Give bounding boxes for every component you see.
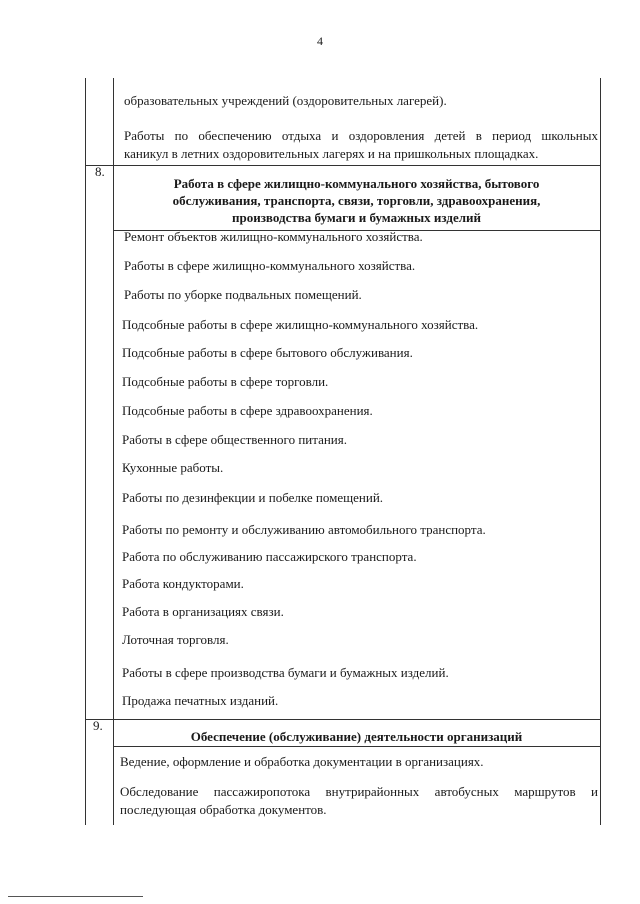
section-9-heading: Обеспечение (обслуживание) деятельности организаций: [190, 729, 523, 744]
section-8-number: 8.: [95, 164, 105, 179]
list-item: Работа по обслуживанию пассажирского транспорта.: [122, 549, 417, 564]
section-9-number: 9.: [93, 718, 103, 733]
continuation-text: образовательных учреждений (оздоровительных лагерей).: [124, 93, 447, 108]
list-item: Продажа печатных изданий.: [122, 693, 279, 708]
list-item: Ремонт объектов жилищно-коммунального хозяйства.: [124, 229, 423, 244]
list-item: Подсобные работы в сфере жилищно-коммунального хозяйства.: [122, 317, 479, 332]
list-item: Работы по дезинфекции и побелке помещений.: [122, 490, 384, 505]
table-left-border: [85, 78, 86, 825]
list-item: Работы по уборке подвальных помещений.: [124, 287, 362, 302]
list-item: Подсобные работы в сфере торговли.: [122, 374, 329, 389]
list-item: Подсобные работы в сфере здравоохранения.: [122, 403, 373, 418]
section-9-top-rule: [85, 719, 600, 720]
section-8-heading-line-1: Работа в сфере жилищно-коммунального хозяйства, бытового: [173, 176, 540, 191]
survey-text-line-1: Обследование пассажиропотока внутрирайонных автобусных маршрутов и: [120, 784, 598, 799]
list-item: Работы в сфере жилищно-коммунального хозяйства.: [124, 258, 416, 273]
list-item: Кухонные работы.: [122, 460, 224, 475]
section-8-heading-line-3: производства бумаги и бумажных изделий: [232, 210, 481, 225]
list-item: Лоточная торговля.: [122, 632, 229, 647]
survey-text-line-2: последующая обработка документов.: [120, 802, 327, 817]
table-right-border: [600, 78, 601, 825]
page-number: 4: [317, 34, 323, 48]
rest-text-line-1: Работы по обеспечению отдыха и оздоровления детей в период школьных: [124, 128, 598, 143]
list-item: Работы в сфере производства бумаги и бумажных изделий.: [122, 665, 449, 680]
list-item: Подсобные работы в сфере бытового обслуживания.: [122, 345, 413, 360]
section-8-top-rule: [85, 165, 600, 166]
list-item: Ведение, оформление и обработка документации в организациях.: [120, 754, 484, 769]
list-item: Работа в организациях связи.: [122, 604, 284, 619]
section-9-heading-rule: [113, 746, 600, 747]
list-item: Работы в сфере общественного питания.: [122, 432, 347, 447]
footnote-separator: [8, 896, 143, 897]
section-8-heading-line-2: обслуживания, транспорта, связи, торговли, здравоохранения,: [172, 193, 541, 208]
rest-text-line-2: каникул в летних оздоровительных лагерях и на пришкольных площадках.: [124, 146, 539, 161]
list-item: Работы по ремонту и обслуживанию автомобильного транспорта.: [122, 522, 486, 537]
list-item: Работа кондукторами.: [122, 576, 244, 591]
